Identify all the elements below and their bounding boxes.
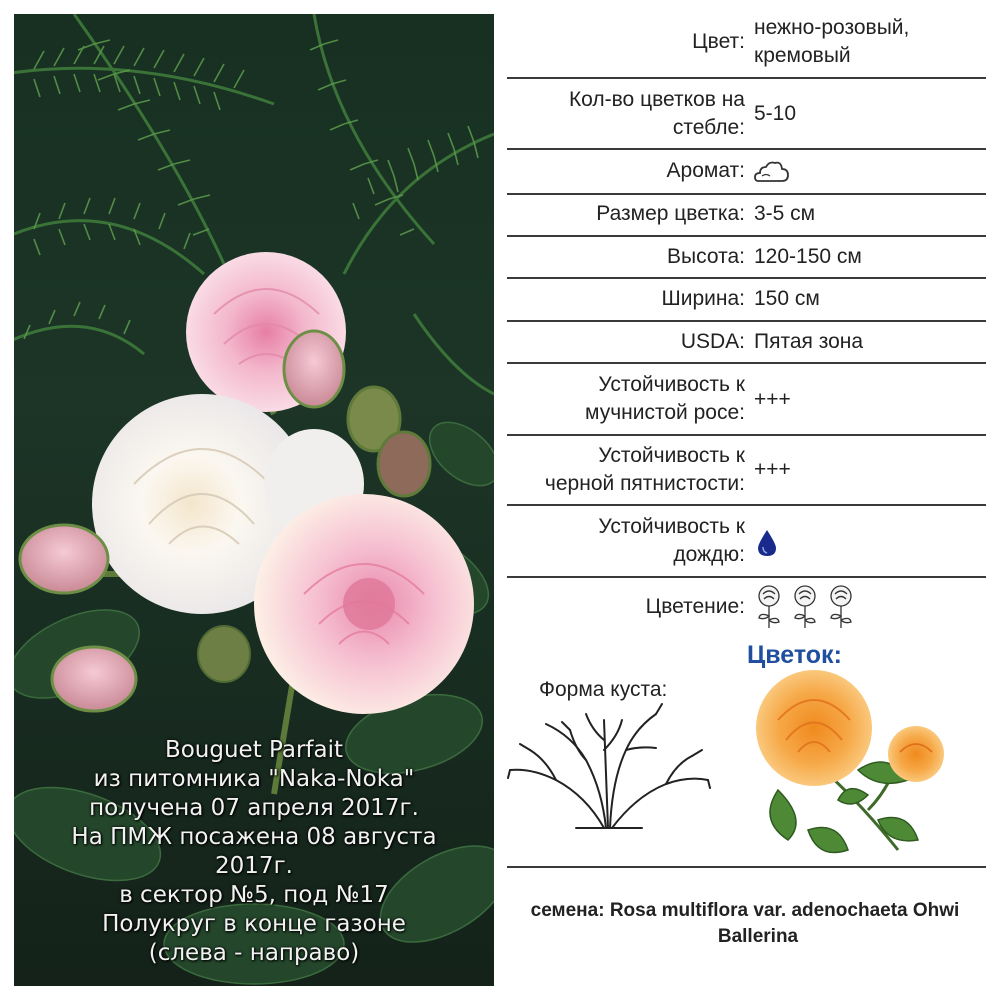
- cloud-aroma-icon: [754, 159, 790, 185]
- row-label: Цветение:: [645, 595, 745, 618]
- row-label-line: Устойчивость к: [598, 444, 745, 467]
- seed-info: [496, 898, 1000, 950]
- orange-rose-illustration: [748, 670, 958, 865]
- row-value: [754, 14, 909, 70]
- row-label-line: дождю:: [673, 543, 745, 566]
- row-rain: [507, 506, 986, 578]
- row-value-line: нежно-розовый,: [754, 16, 910, 39]
- row-aroma: [507, 150, 986, 195]
- rose-bloom-icon: [795, 586, 815, 628]
- row-value: [754, 528, 780, 558]
- bush-shape-label: Форма куста:: [539, 678, 668, 701]
- row-color: [507, 0, 986, 79]
- row-value: 120-150 см: [754, 245, 862, 268]
- row-label: [598, 513, 745, 569]
- rose-bloom-icons: [754, 584, 860, 630]
- row-label: Ширина:: [661, 287, 745, 310]
- row-flowers-per-stem: [507, 79, 986, 150]
- row-powdery-mildew: [507, 364, 986, 436]
- row-flower-size: [507, 195, 986, 237]
- row-value: 3-5 см: [754, 202, 816, 225]
- row-label: Цвет:: [692, 30, 745, 53]
- row-value: Пятая зона: [754, 330, 864, 353]
- row-value: 5-10: [754, 102, 797, 125]
- photo-caption: [14, 736, 494, 968]
- row-label: Высота:: [667, 245, 745, 268]
- row-usda: [507, 322, 986, 364]
- seed-line: Ballerina: [717, 926, 799, 947]
- row-width: [507, 279, 986, 322]
- caption-line: Полукруг в конце газоне: [102, 911, 406, 937]
- row-label-line: стебле:: [672, 116, 745, 139]
- bottom-divider: [507, 866, 986, 868]
- row-height: [507, 237, 986, 279]
- row-label: [569, 86, 745, 142]
- rose-photo: [14, 14, 494, 986]
- row-value-line: кремовый: [754, 44, 851, 67]
- row-label: [545, 442, 745, 498]
- row-label-line: Кол-во цветков на: [568, 88, 745, 111]
- caption-line: (слева - направо): [148, 940, 360, 966]
- caption-line: Bouguet Parfait: [164, 737, 344, 763]
- row-blooming: [507, 578, 986, 636]
- row-label: Размер цветка:: [596, 202, 745, 225]
- row-value: [754, 158, 790, 186]
- row-label-line: Устойчивость к: [598, 515, 745, 538]
- row-label-line: Устойчивость к: [598, 373, 745, 396]
- caption-line: 2017г.: [215, 853, 293, 879]
- bush-shape-icon: [506, 700, 712, 830]
- row-value: +++: [754, 388, 791, 411]
- rose-bloom-icon: [831, 586, 851, 628]
- rose-bloom-icon: [759, 586, 779, 628]
- row-value: 150 см: [754, 287, 820, 310]
- row-label: [585, 371, 745, 427]
- row-black-spot: [507, 436, 986, 506]
- row-label-line: черной пятнистости:: [544, 472, 745, 495]
- row-value: [754, 584, 860, 630]
- caption-line: На ПМЖ посажена 08 августа: [71, 824, 437, 850]
- row-label-line: мучнистой росе:: [585, 401, 745, 424]
- row-label: Аромат:: [666, 159, 745, 182]
- rain-drop-icon: [754, 528, 780, 558]
- row-label: USDA:: [680, 330, 745, 353]
- seed-line: семена: Rosa multiflora var. adenochaeta Ohwi: [530, 900, 960, 921]
- caption-line: из питомника "Naka-Noka": [93, 766, 415, 792]
- flower-title: Цветок:: [747, 641, 842, 669]
- caption-line: в сектор №5, под №17: [119, 882, 389, 908]
- row-value: +++: [754, 458, 791, 481]
- caption-line: получена 07 апреля 2017г.: [89, 795, 419, 821]
